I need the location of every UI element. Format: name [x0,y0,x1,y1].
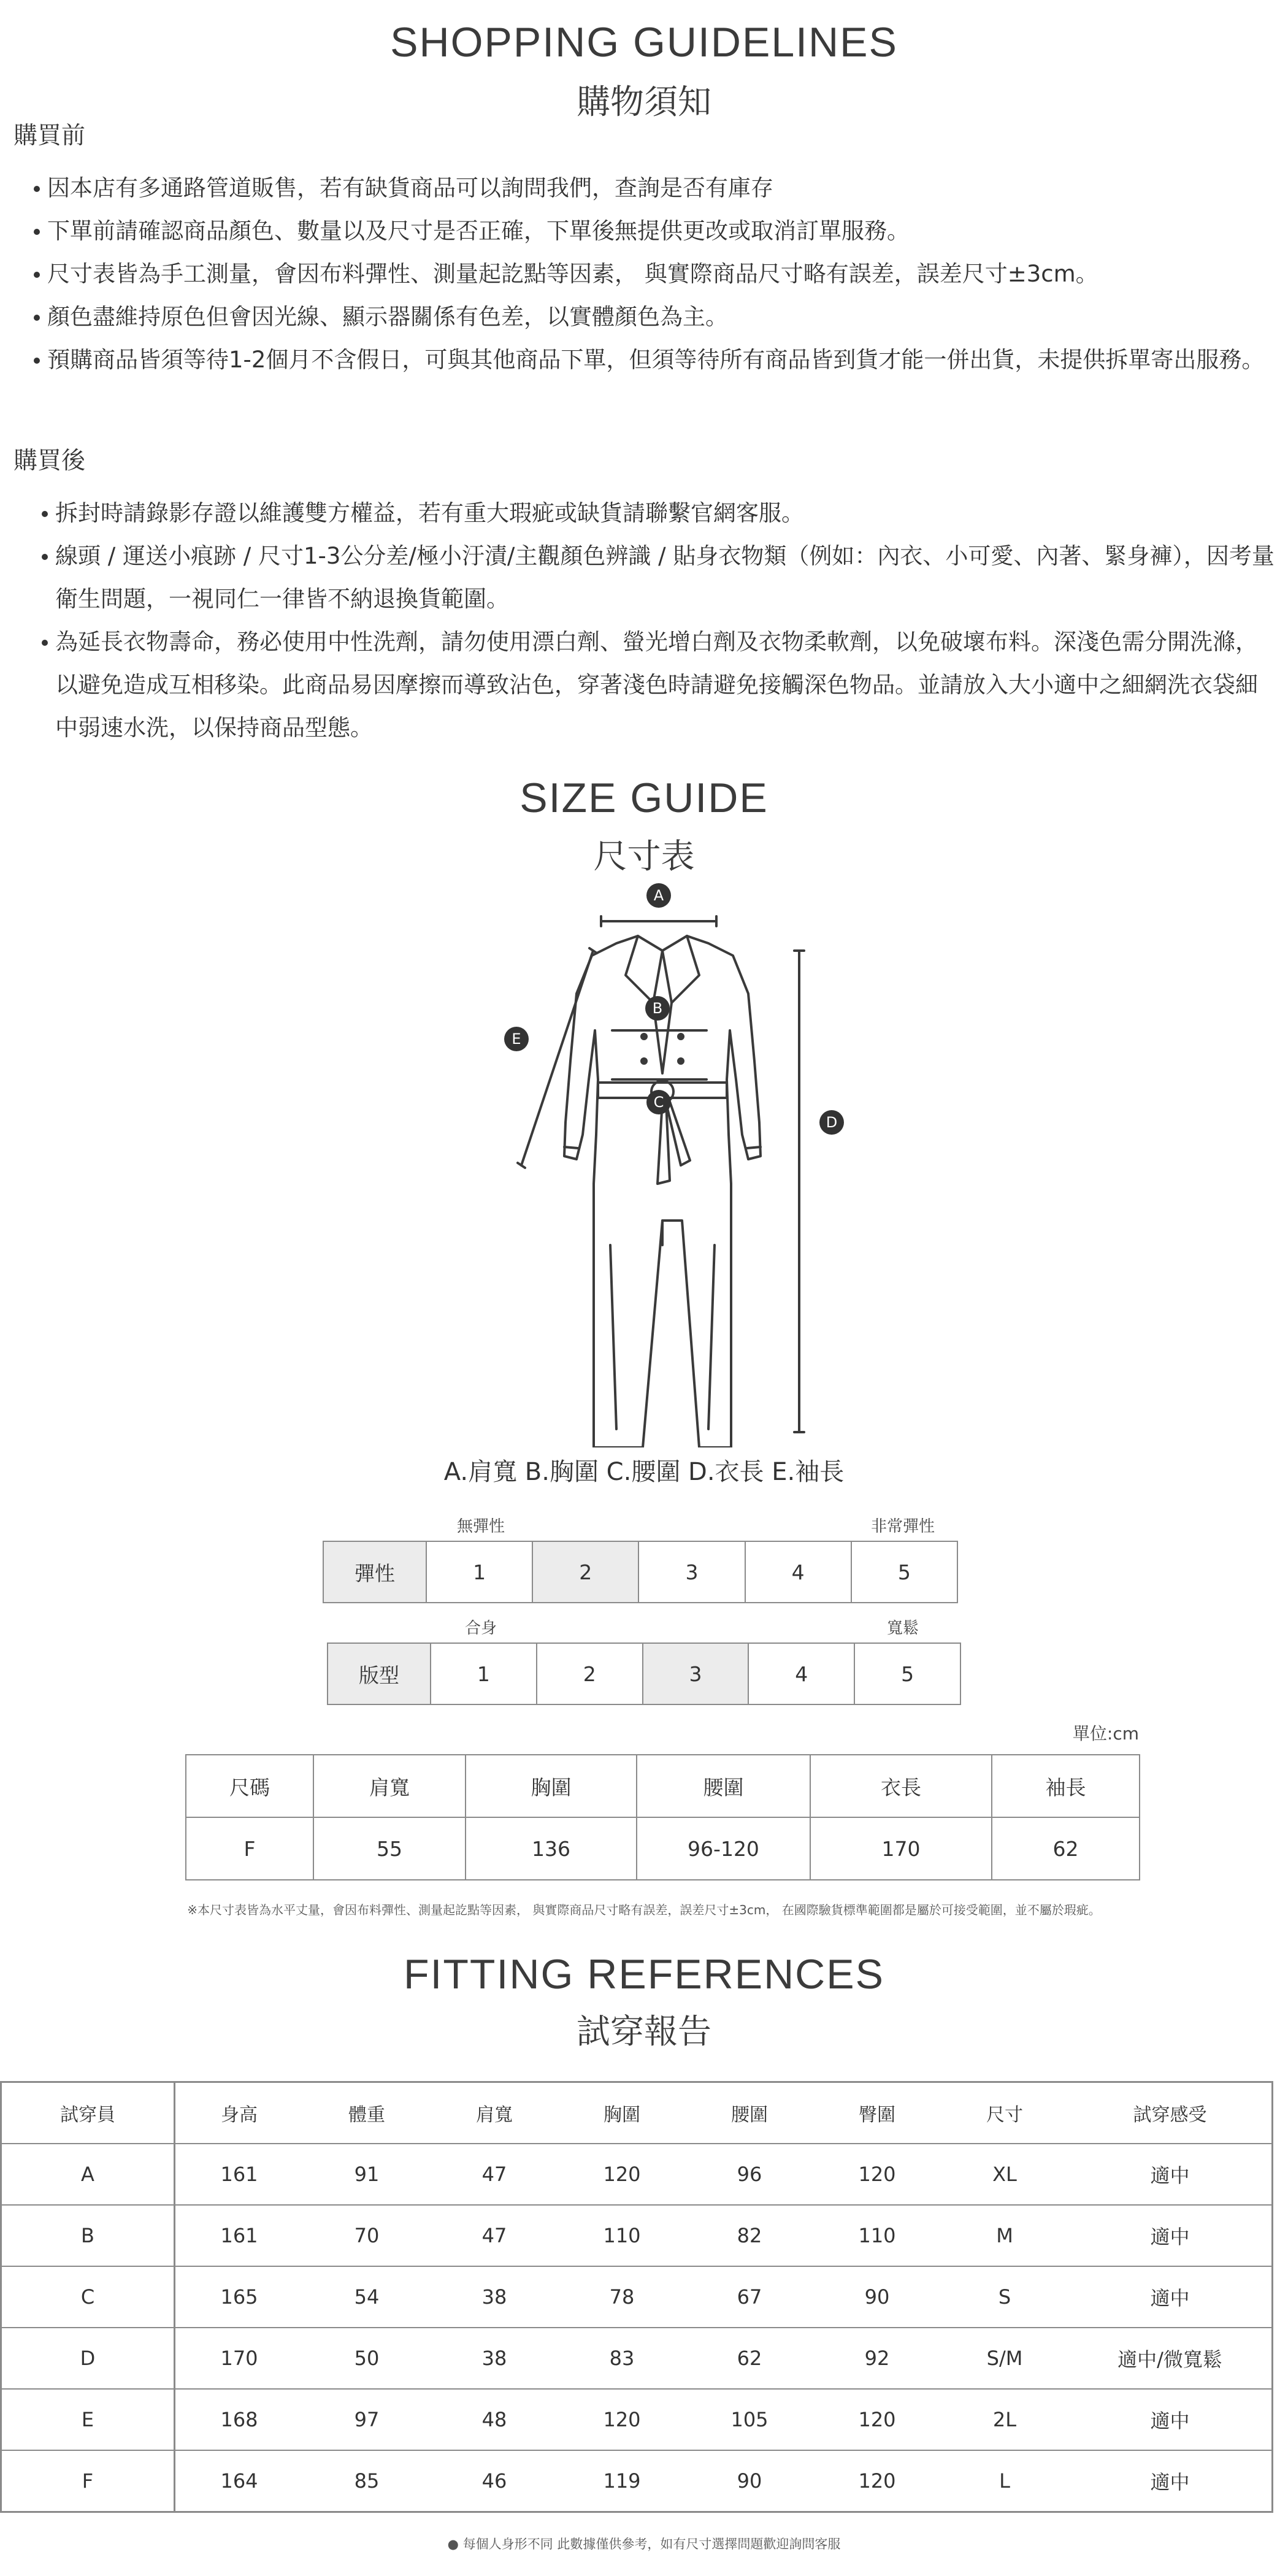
marker-d-label: D [826,1114,838,1131]
list-item: 預購商品皆須等待1-2個月不含假日，可與其他商品下單，但須等待所有商品皆到貨才能一併出貨，未提供拆單寄出服務。 [34,339,1273,381]
table-cell: 85 [303,2450,431,2512]
table-header-cell: 身高 [175,2082,304,2144]
list-item: 為延長衣物壽命，務必使用中性洗劑，請勿使用漂白劑、螢光增白劑及衣物柔軟劑，以免破壞布料。深淺色需分開洗滌，以避免造成互相移染。此商品易因摩擦而導致沾色，穿著淺色時請避免接觸深色物品。並請放入大小適中之細網洗衣袋細中弱速水洗，以保持商品型態。 [42,621,1275,749]
table-row [1,2389,1273,2450]
table-header-cell: 腰圍 [686,2082,813,2144]
table-cell: 適中 [1068,2144,1273,2205]
fitting-table [0,2081,1273,2513]
elasticity-level-5: 5 [851,1541,957,1603]
table-cell: 91 [303,2144,431,2205]
table-header-cell: 尺寸 [941,2082,1068,2144]
table-header-cell: 肩寬 [431,2082,558,2144]
table-cell: M [941,2205,1068,2266]
table-cell: 70 [303,2205,431,2266]
table-cell: 62 [992,1817,1140,1880]
marker-e [504,1027,529,1051]
table-cell: 適中 [1068,2205,1273,2266]
marker-d [819,1110,844,1135]
fit-level-5: 5 [854,1643,960,1704]
table-cell: 119 [558,2450,686,2512]
table-cell: 110 [558,2205,686,2266]
table-cell: 適中 [1068,2266,1273,2328]
table-cell: 164 [175,2450,304,2512]
table-header-cell: 胸圍 [466,1755,637,1817]
list-item: 拆封時請錄影存證以維護雙方權益，若有重大瑕疵或缺貨請聯繫官網客服。 [42,492,1275,535]
table-cell: 48 [431,2389,558,2450]
table-cell: 47 [431,2205,558,2266]
measurement-legend: A.肩寬 B.胸圍 C.腰圍 D.衣長 E.袖長 [443,1458,845,1486]
fit-level-1: 1 [431,1643,537,1704]
marker-b-label: B [652,1000,663,1017]
table-cell: 67 [686,2266,813,2328]
table-cell: 170 [175,2328,304,2389]
table-cell: 78 [558,2266,686,2328]
table-cell: 38 [431,2266,558,2328]
elasticity-low-caption: 無彈性 [457,1517,505,1536]
fit-label: 版型 [328,1643,431,1704]
shopping-title-en: SHOPPING GUIDELINES [390,19,898,66]
table-cell: C [1,2266,175,2328]
unit-label: 單位:cm [1072,1723,1139,1744]
table-cell: 120 [813,2389,941,2450]
table-row [1,2144,1273,2205]
table-cell: L [941,2450,1068,2512]
table-header-row [1,2082,1273,2144]
table-header-cell: 袖長 [992,1755,1140,1817]
table-cell: 165 [175,2266,304,2328]
size-guide-title-en: SIZE GUIDE [519,775,769,821]
table-row [1,2328,1273,2389]
table-cell: 96-120 [637,1817,810,1880]
table-header-cell: 尺碼 [186,1755,313,1817]
table-cell: 120 [813,2144,941,2205]
table-cell: 適中 [1068,2450,1273,2512]
fitting-title-en: FITTING REFERENCES [403,1951,885,1998]
table-header-cell: 衣長 [810,1755,992,1817]
table-cell: 55 [313,1817,466,1880]
table-cell: E [1,2389,175,2450]
table-cell: 170 [810,1817,992,1880]
table-cell: D [1,2328,175,2389]
jumpsuit-diagram [478,877,846,1447]
marker-e-label: E [512,1030,521,1048]
elasticity-level-4: 4 [745,1541,851,1603]
table-header-cell: 試穿員 [1,2082,175,2144]
table-cell: 82 [686,2205,813,2266]
table-header-row [186,1755,1140,1817]
table-cell: XL [941,2144,1068,2205]
table-cell: F [1,2450,175,2512]
list-item: 顏色盡維持原色但會因光線、顯示器關係有色差，以實體顏色為主。 [34,296,1273,339]
table-cell: 110 [813,2205,941,2266]
table-cell: 90 [813,2266,941,2328]
table-cell: 54 [303,2266,431,2328]
elasticity-high-caption: 非常彈性 [871,1517,935,1536]
table-cell: 120 [558,2144,686,2205]
table-cell: 92 [813,2328,941,2389]
list-item: 下單前請確認商品顏色、數量以及尺寸是否正確，下單後無提供更改或取消訂單服務。 [34,210,1273,253]
shopping-title-zh: 購物須知 [576,82,711,121]
list-item: 因本店有多通路管道販售，若有缺貨商品可以詢問我們，查詢是否有庫存 [34,167,1273,210]
before-purchase-list [34,167,1273,381]
before-purchase-heading: 購買前 [13,122,86,150]
table-cell: 96 [686,2144,813,2205]
table-cell: 83 [558,2328,686,2389]
fit-level-2: 2 [537,1643,643,1704]
table-row [186,1817,1140,1880]
fitting-title-zh: 試穿報告 [576,2012,711,2051]
table-header-cell: 肩寬 [313,1755,466,1817]
table-row [1,2450,1273,2512]
marker-a [646,883,671,908]
table-cell: 105 [686,2389,813,2450]
fit-low-caption: 合身 [465,1619,497,1638]
list-item: 線頭 / 運送小痕跡 / 尺寸1-3公分差/極小汙漬/主觀顏色辨識 / 貼身衣物類（例如：內衣、小可愛、內著、緊身褲），因考量衛生問題，一視同仁一律皆不納退換貨範圍。 [42,535,1275,621]
table-cell: 120 [558,2389,686,2450]
table-header-cell: 胸圍 [558,2082,686,2144]
table-cell: A [1,2144,175,2205]
table-cell: 38 [431,2328,558,2389]
fit-scale [327,1643,961,1705]
marker-c [646,1090,671,1114]
size-guide-title-zh: 尺寸表 [593,837,695,876]
marker-c-label: C [653,1094,664,1111]
elasticity-level-1: 1 [426,1541,532,1603]
fit-level-3: 3 [643,1643,749,1704]
table-cell: 168 [175,2389,304,2450]
marker-a-label: A [653,887,664,904]
table-cell: 50 [303,2328,431,2389]
table-cell: 136 [466,1817,637,1880]
elasticity-label: 彈性 [323,1541,426,1603]
jumpsuit-illustration [478,877,846,1447]
table-row [1,2266,1273,2328]
elasticity-scale [323,1541,958,1603]
elasticity-level-2: 2 [532,1541,638,1603]
size-table [185,1754,1140,1880]
table-cell: 161 [175,2205,304,2266]
fit-level-4: 4 [748,1643,854,1704]
table-cell: 適中 [1068,2389,1273,2450]
table-cell: 62 [686,2328,813,2389]
table-cell: 46 [431,2450,558,2512]
fit-high-caption: 寬鬆 [887,1619,919,1638]
after-purchase-heading: 購買後 [13,447,86,475]
table-cell: B [1,2205,175,2266]
table-row [1,2205,1273,2266]
table-cell: 97 [303,2389,431,2450]
table-cell: 120 [813,2450,941,2512]
table-cell: 2L [941,2389,1068,2450]
elasticity-level-3: 3 [638,1541,745,1603]
after-purchase-list [42,492,1275,749]
marker-b [645,996,670,1021]
table-cell: 適中/微寬鬆 [1068,2328,1273,2389]
table-cell: 161 [175,2144,304,2205]
list-item: 尺寸表皆為手工測量，會因布料彈性、測量起訖點等因素， 與實際商品尺寸略有誤差，誤差尺寸±3cm。 [34,253,1273,296]
table-header-cell: 臀圍 [813,2082,941,2144]
table-cell: S [941,2266,1068,2328]
fitting-note: ● 每個人身形不同 此數據僅供參考，如有尺寸選擇問題歡迎詢問客服 [447,2537,841,2551]
table-header-cell: 腰圍 [637,1755,810,1817]
table-header-cell: 體重 [303,2082,431,2144]
table-header-cell: 試穿感受 [1068,2082,1273,2144]
table-cell: F [186,1817,313,1880]
table-cell: S/M [941,2328,1068,2389]
table-cell: 47 [431,2144,558,2205]
table-cell: 90 [686,2450,813,2512]
size-table-note: ※本尺寸表皆為水平丈量，會因布料彈性、測量起訖點等因素， 與實際商品尺寸略有誤差，誤差尺寸±3cm， 在國際驗貨標準範圍都是屬於可接受範圍，並不屬於瑕疵。 [187,1903,1101,1917]
